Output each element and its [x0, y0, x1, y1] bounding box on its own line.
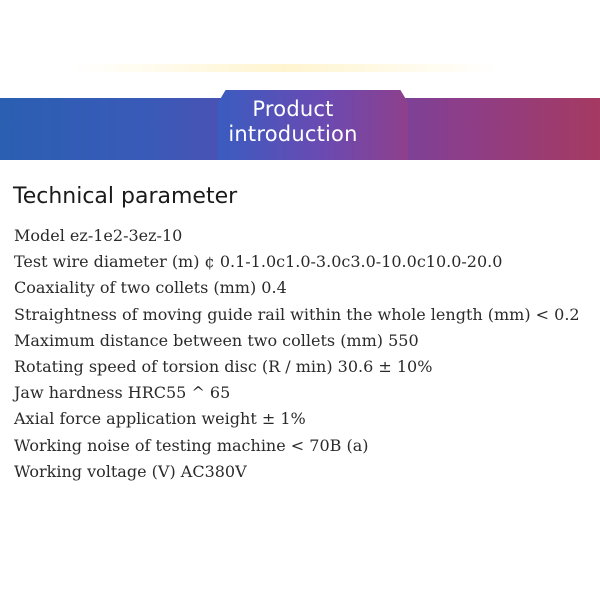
parameter-item-model: Model ez-1e2-3ez-10 — [14, 226, 183, 245]
parameter-item-jaw-hardness: Jaw hardness HRC55 ^ 65 — [14, 383, 231, 403]
section-heading: Technical parameter — [13, 184, 238, 209]
parameter-item-rotating-speed: Rotating speed of torsion disc (R / min) 30.6 ± 10% — [14, 357, 433, 377]
parameter-item-working-noise: Working noise of testing machine < 70B (a) — [14, 435, 369, 455]
parameter-list — [14, 223, 590, 485]
parameter-item-working-voltage: Working voltage (V) AC380V — [14, 461, 247, 481]
banner-title: Product introduction — [228, 97, 358, 146]
parameter-item-axial-force: Axial force application weight ± 1% — [14, 409, 306, 429]
parameter-item-straightness: Straightness of moving guide rail within the whole length (mm) < 0.2 — [14, 304, 580, 324]
decorative-glow — [70, 64, 500, 72]
parameter-item-coaxiality: Coaxiality of two collets (mm) 0.4 — [14, 278, 287, 298]
parameter-item-max-distance: Maximum distance between two collets (mm) 550 — [14, 330, 419, 350]
parameter-item-wire-diameter: Test wire diameter (m) ¢ 0.1-1.0c1.0-3.0c3.0-10.0c10.0-20.0 — [14, 252, 503, 272]
